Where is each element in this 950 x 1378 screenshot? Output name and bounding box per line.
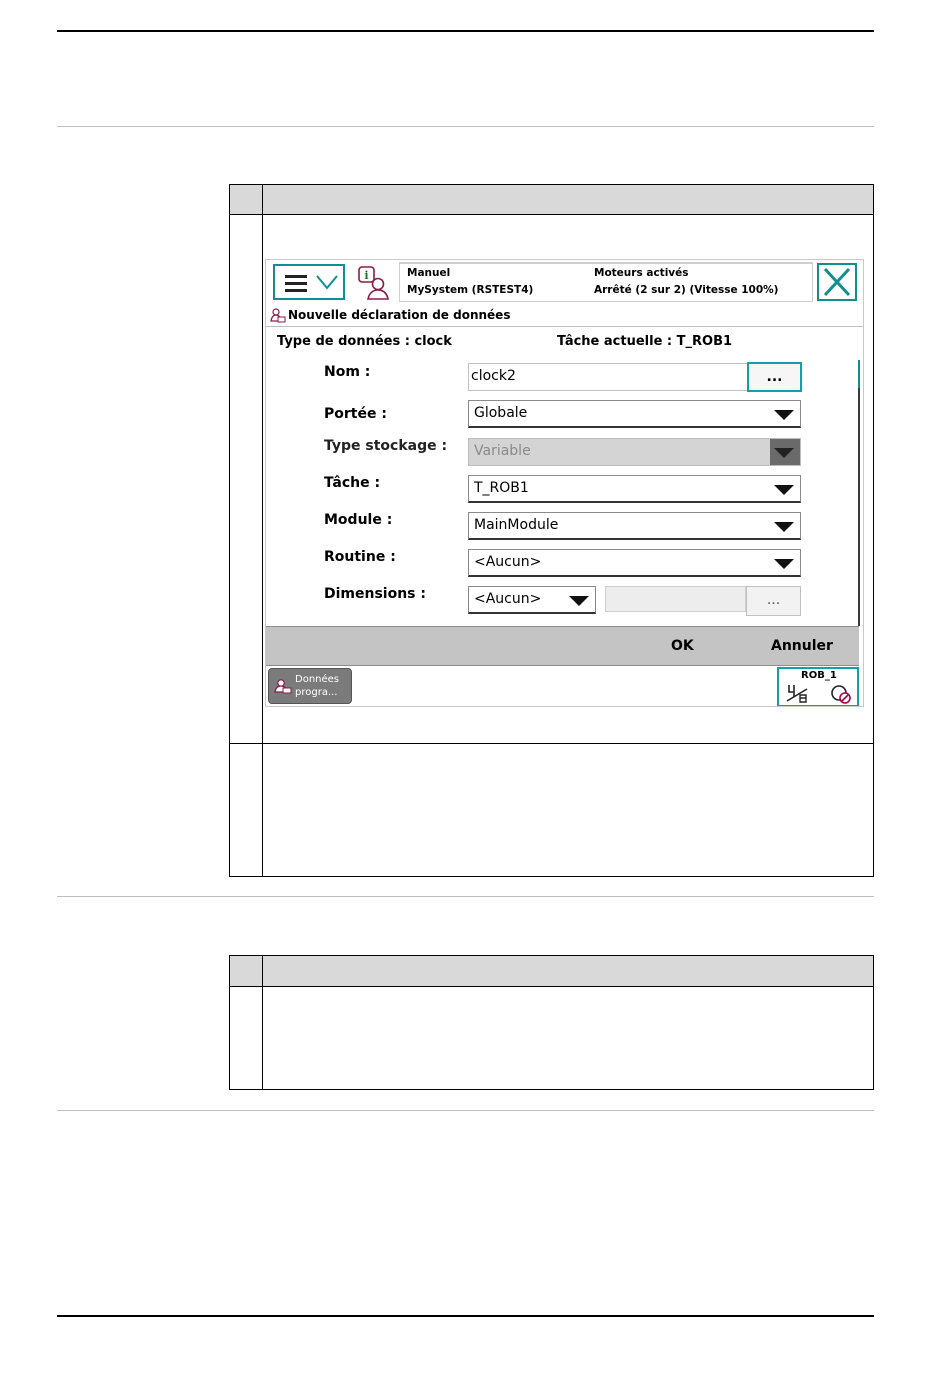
table-row-divider xyxy=(230,743,873,744)
table-column-divider xyxy=(262,185,263,876)
table-header xyxy=(230,956,873,987)
robot-name: ROB_1 xyxy=(801,670,837,681)
storage-type-label: Type stockage : xyxy=(324,438,448,454)
page-bottom-rule xyxy=(57,1315,874,1317)
robot-status-button[interactable] xyxy=(777,667,859,707)
module-dropdown[interactable]: MainModule xyxy=(468,512,801,540)
dialog-title: Nouvelle déclaration de données xyxy=(288,308,511,322)
scrollbar[interactable] xyxy=(858,360,860,626)
info-user-icon[interactable] xyxy=(357,265,391,301)
data-icon xyxy=(274,678,292,694)
name-label: Nom : xyxy=(324,364,371,380)
dropdown-arrow-icon xyxy=(774,522,794,532)
dropdown-arrow-icon xyxy=(569,596,589,606)
system-name: MySystem (RSTEST4) xyxy=(407,284,534,296)
status-bar[interactable] xyxy=(399,262,813,302)
procedure-table xyxy=(229,955,874,1090)
dropdown-arrow-icon xyxy=(774,559,794,569)
top-bar xyxy=(266,260,863,306)
name-input[interactable]: clock2 xyxy=(468,363,748,391)
data-type-label: Type de données : clock xyxy=(277,334,452,349)
table-header xyxy=(230,185,873,215)
routine-label: Routine : xyxy=(324,549,396,565)
flexpendant-screen xyxy=(265,259,864,707)
section-rule xyxy=(57,896,874,897)
section-rule xyxy=(57,1110,874,1111)
dialog-title-row xyxy=(266,306,863,327)
data-icon xyxy=(270,308,286,323)
dropdown-arrow-icon xyxy=(774,448,794,458)
robot-status-icon xyxy=(785,681,855,705)
close-button[interactable] xyxy=(817,263,857,301)
scope-label: Portée : xyxy=(324,406,387,422)
ok-button[interactable]: OK xyxy=(671,638,694,654)
task-label: Tâche : xyxy=(324,475,381,491)
svg-text:i: i xyxy=(364,269,369,282)
table-column-divider xyxy=(262,956,263,1089)
dimensions-dropdown[interactable]: <Aucun> xyxy=(468,586,596,614)
close-icon xyxy=(819,265,855,299)
cancel-button[interactable]: Annuler xyxy=(771,638,833,654)
main-menu-button[interactable] xyxy=(273,264,345,300)
dropdown-arrow-icon xyxy=(774,410,794,420)
dimensions-value-field xyxy=(605,586,746,612)
chevron-down-icon xyxy=(315,273,339,291)
operating-mode: Manuel xyxy=(407,267,451,279)
name-browse-button[interactable]: ... xyxy=(747,362,802,392)
program-data-task-button[interactable]: Données progra... xyxy=(268,668,352,704)
dimensions-label: Dimensions : xyxy=(324,586,426,602)
action-bar xyxy=(266,626,859,666)
menu-icon xyxy=(285,275,307,296)
page-top-rule xyxy=(57,30,874,32)
scrollbar-thumb[interactable] xyxy=(858,360,860,388)
task-dropdown[interactable]: T_ROB1 xyxy=(468,475,801,503)
module-label: Module : xyxy=(324,512,393,528)
storage-type-dropdown: Variable xyxy=(468,438,801,466)
program-state: Arrêté (2 sur 2) (Vitesse 100%) xyxy=(594,284,779,296)
dimensions-browse-button: ... xyxy=(746,586,801,616)
routine-dropdown[interactable]: <Aucun> xyxy=(468,549,801,577)
dropdown-arrow-icon xyxy=(774,485,794,495)
section-rule xyxy=(57,126,874,127)
scope-dropdown[interactable]: Globale xyxy=(468,400,801,428)
motors-state: Moteurs activés xyxy=(594,267,689,279)
current-task-label: Tâche actuelle : T_ROB1 xyxy=(557,334,733,349)
